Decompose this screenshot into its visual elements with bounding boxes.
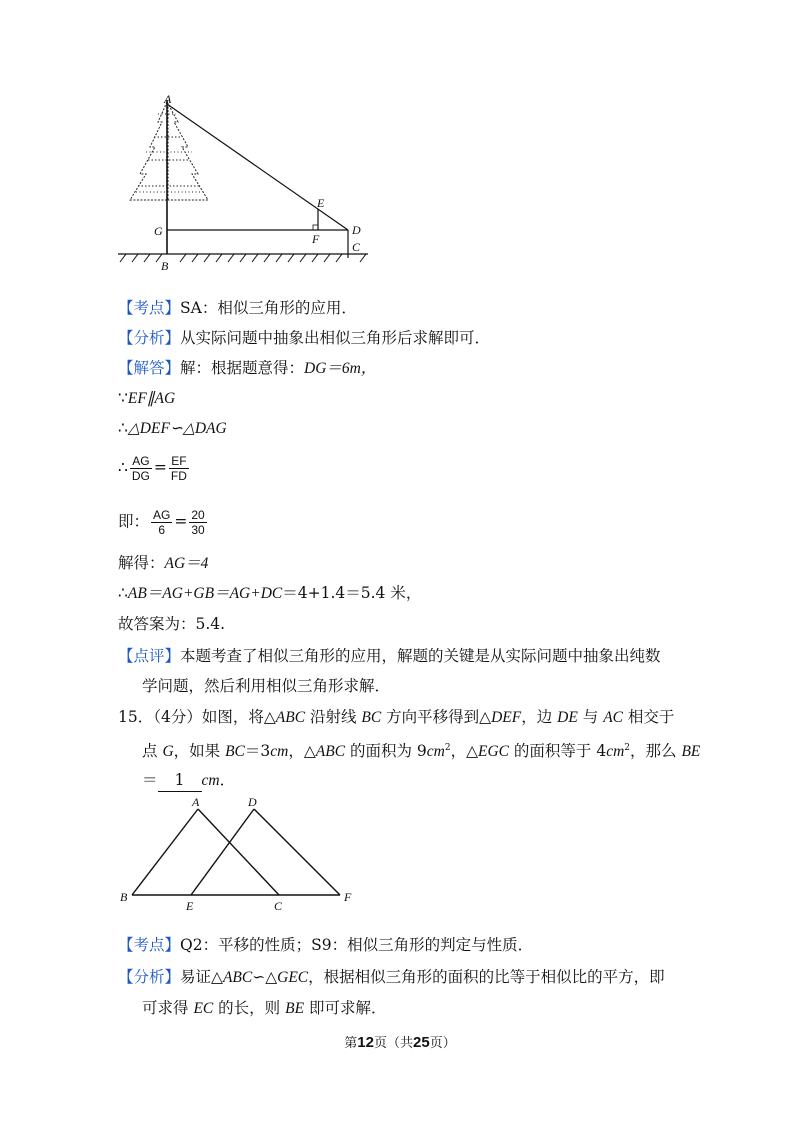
- jieda-tag: 【解答】: [118, 359, 181, 377]
- q15-kaodian: [118, 934, 533, 956]
- dianping-line2: 学问题，然后利用相似三角形求解．: [142, 677, 391, 695]
- q14-dianping-cont: [142, 675, 390, 697]
- q15-stem-line3: [142, 769, 235, 792]
- label-E: E: [317, 196, 325, 210]
- q15-stem-line2: [142, 737, 700, 763]
- label-A: A: [192, 795, 200, 809]
- text: ．: [219, 771, 236, 789]
- text: ，如果: [173, 742, 226, 761]
- ratio-line: [118, 454, 191, 483]
- text: 15．（4分）如图，将△: [118, 708, 276, 726]
- dianping-line1: 本题考查了相似三角形的应用，解题的关键是从实际问题中抽象出纯数: [180, 647, 661, 665]
- q15-stem-line1: [118, 706, 674, 729]
- label-B: B: [120, 890, 128, 904]
- fraction-ag-6: [151, 508, 172, 537]
- text: ，根据相似三角形的面积的比等于相似比的平方，即: [308, 968, 665, 986]
- superscript: 2: [444, 743, 451, 753]
- therefore-similar-line: [118, 417, 227, 440]
- superscript: 2: [624, 743, 631, 753]
- text: 点: [142, 742, 163, 761]
- q15-fenxi: [118, 966, 665, 989]
- therefore-symbol: ∴: [118, 458, 128, 477]
- text: G: [162, 743, 174, 761]
- text: DEF: [491, 709, 522, 726]
- label-F: F: [344, 890, 352, 904]
- text: 与: [577, 708, 604, 726]
- final-line: [118, 582, 421, 605]
- solve-lead: 解得：: [118, 554, 165, 572]
- text: ＝3: [244, 742, 271, 761]
- fraction-denominator: DG: [131, 469, 150, 483]
- kaodian-text: SA：相似三角形的应用．: [180, 299, 357, 317]
- text: EGC: [478, 743, 509, 761]
- q15-fenxi-cont: [142, 997, 386, 1020]
- text: 沿射线: [305, 708, 362, 726]
- kaodian-tag: 【考点】: [118, 936, 181, 954]
- label-D: D: [352, 223, 361, 237]
- text: BC: [225, 743, 245, 761]
- text: AC: [603, 709, 623, 726]
- text: BE: [681, 743, 701, 761]
- text: 的面积为 9: [345, 742, 427, 761]
- label-C: C: [274, 899, 283, 912]
- text: 相交于: [623, 708, 675, 726]
- total-pages: 25: [413, 1034, 430, 1051]
- text: ∽△: [252, 968, 278, 986]
- solve-line: [118, 552, 208, 575]
- final-rest: ＝4+1.4＝5.4 米，: [282, 584, 422, 602]
- answer-text: 故答案为：5.4.: [118, 615, 226, 633]
- text: 即可求解．: [304, 999, 387, 1017]
- text: 可求得: [142, 999, 194, 1017]
- fraction-ag-dg: [130, 454, 152, 483]
- tree-similar-triangles-figure: [110, 92, 372, 272]
- answer-line: [118, 613, 225, 635]
- equals-sign: =: [174, 512, 188, 531]
- fraction-denominator: 30: [191, 523, 205, 537]
- because-text: EF∥AG: [127, 390, 176, 407]
- final-expr: AB＝AG+GB＝AG+DC: [127, 585, 283, 602]
- text: cm: [270, 743, 289, 761]
- label-E: E: [186, 899, 194, 912]
- page-number: 12: [357, 1034, 374, 1051]
- dianping-tag: 【点评】: [118, 647, 181, 665]
- similar-text: △DEF∽△DAG: [127, 420, 227, 437]
- fraction-denominator: 6: [158, 523, 166, 537]
- fraction-denominator: FD: [170, 469, 187, 483]
- solve-eq: AG＝4: [164, 555, 209, 572]
- page-footer: [0, 1032, 800, 1051]
- fraction-numerator: 20: [191, 508, 205, 522]
- therefore-symbol: ∴: [118, 584, 128, 602]
- fenxi-text: 从实际问题中抽象出相似三角形后求解即可．: [180, 329, 491, 347]
- text: ，边: [521, 708, 558, 726]
- text: ABC: [222, 969, 253, 986]
- text: cm: [201, 772, 220, 789]
- label-C: C: [352, 240, 361, 254]
- fraction-numerator: AG: [130, 454, 152, 469]
- kaodian-tag: 【考点】: [118, 299, 181, 317]
- footer-text: 第: [344, 1036, 358, 1051]
- translated-triangles-figure: [116, 794, 368, 912]
- jieda-eq: DG＝6m，: [304, 360, 377, 377]
- text: ，△: [288, 742, 316, 761]
- text: BC: [361, 709, 382, 726]
- therefore-symbol: ∴: [118, 419, 128, 437]
- fraction-numerator: AG: [153, 508, 171, 522]
- tree-icon: [130, 102, 208, 200]
- ji-line: [118, 508, 209, 537]
- text: ABC: [275, 709, 306, 726]
- because-symbol: ∵: [118, 389, 128, 407]
- label-A: A: [164, 92, 172, 106]
- q14-dianping: [118, 645, 661, 667]
- fraction-numerator: EF: [169, 454, 189, 469]
- text: DE: [557, 709, 578, 726]
- text: 易证△: [180, 968, 223, 986]
- answer-blank: 1: [158, 769, 202, 792]
- fenxi-tag: 【分析】: [118, 329, 181, 347]
- text: 的面积等于 4: [509, 742, 607, 761]
- text: 的长，则: [213, 999, 286, 1017]
- text: GEC: [277, 969, 309, 986]
- kaodian-text: Q2：平移的性质；S9：相似三角形的判定与性质．: [180, 936, 534, 954]
- ji-lead: 即：: [118, 512, 150, 531]
- label-F: F: [312, 232, 320, 246]
- fenxi-tag: 【分析】: [118, 968, 181, 986]
- q14-jieda: [118, 357, 376, 380]
- text: ABC: [315, 743, 346, 761]
- label-B: B: [161, 259, 169, 272]
- text: ，那么: [630, 742, 682, 761]
- text: cm: [426, 743, 445, 761]
- text: 方向平移得到△: [381, 708, 492, 726]
- jieda-lead: 解：根据题意得：: [180, 359, 305, 377]
- text: EC: [193, 1000, 214, 1017]
- footer-text: 页（共: [373, 1036, 413, 1051]
- footer-text: 页）: [429, 1036, 456, 1051]
- q14-fenxi: [118, 327, 490, 349]
- text: ＝: [142, 771, 158, 789]
- label-D: D: [248, 795, 257, 809]
- text: ，△: [450, 742, 478, 761]
- because-line: [118, 387, 175, 410]
- fraction-ef-fd: [169, 454, 189, 483]
- fraction-20-30: [189, 508, 206, 537]
- q14-kaodian: [118, 297, 357, 319]
- equals-sign: =: [153, 458, 167, 477]
- text: cm: [606, 743, 625, 761]
- text: BE: [285, 1000, 305, 1017]
- label-G: G: [154, 224, 163, 238]
